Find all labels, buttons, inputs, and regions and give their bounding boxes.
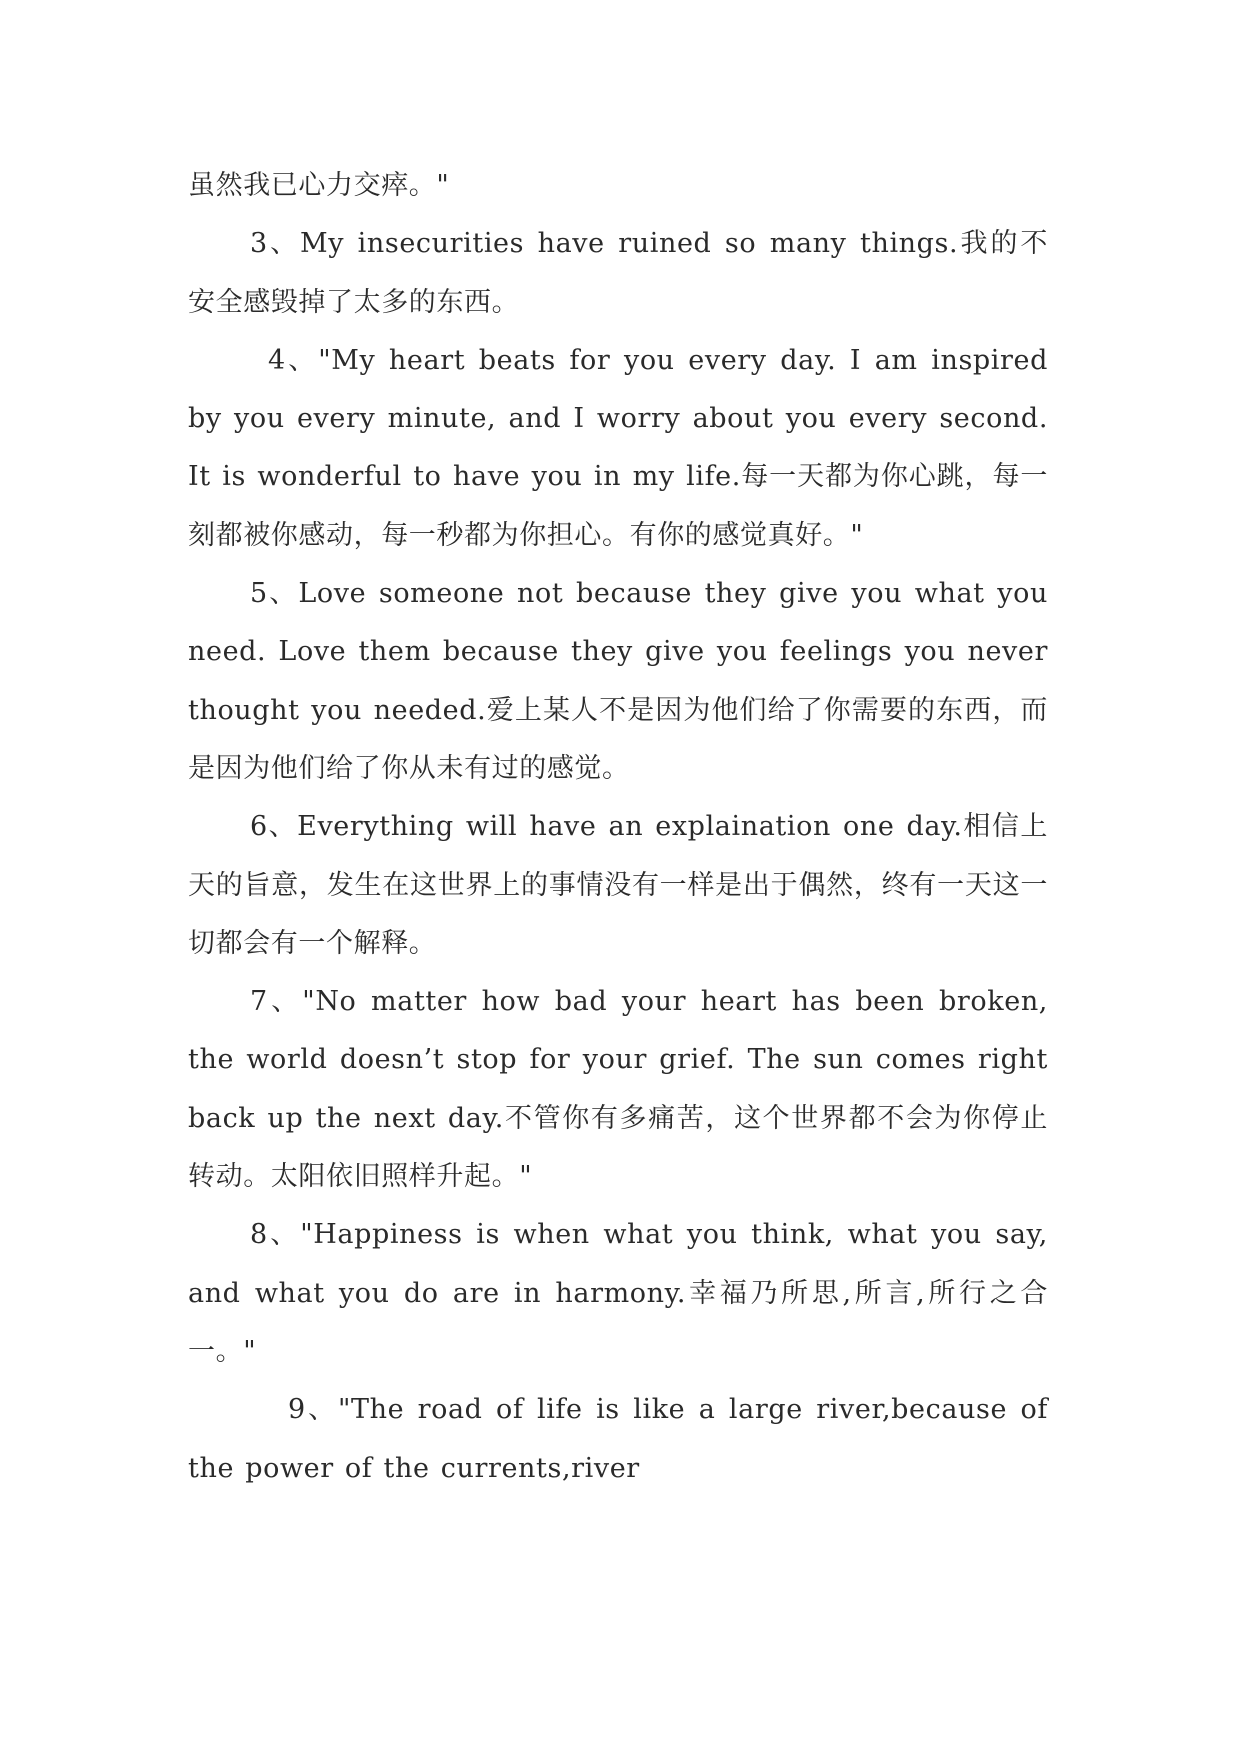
paragraph-item-5: 5、Love someone not because they give you what you need. Love them because they give you feelings you never thought you needed.爱上某人不是因为他们给了你需要的东西，而是因为他们给了你从未有过的感觉。 [188, 578, 1048, 784]
paragraph-item-4: 4、"My heart beats for you every day. I am inspired by you every minute, and I worry about you every second. It is wonderful to have you in my life.每一天都为你心跳，每一刻都被你感动，每一秒都为你担心。有你的感觉真好。" [188, 344, 1048, 551]
paragraph-item-6: 6、Everything will have an explaination one day.相信上天的旨意，发生在这世界上的事情没有一样是出于偶然，终有一天这一切都会有一个解释。 [188, 811, 1048, 959]
paragraph-item-8: 8、"Happiness is when what you think, what you say, and what you do are in harmony.幸福乃所思,所言,所行之合一。" [188, 1219, 1048, 1367]
paragraph-item-9: 9、"The road of life is like a large river,because of the power of the currents,river [188, 1394, 1048, 1484]
paragraph-item-7: 7、"No matter how bad your heart has been broken, the world doesn’t stop for your grief. The sun comes right back up the next day.不管你有多痛苦，这个世界都不会为你停止转动。太阳依旧照样升起。" [188, 986, 1048, 1193]
paragraph-continued: 虽然我已心力交瘁。" [188, 170, 450, 201]
paragraph-item-3: 3、My insecurities have ruined so many things.我的不安全感毁掉了太多的东西。 [188, 228, 1048, 318]
document-body [188, 157, 1048, 1498]
